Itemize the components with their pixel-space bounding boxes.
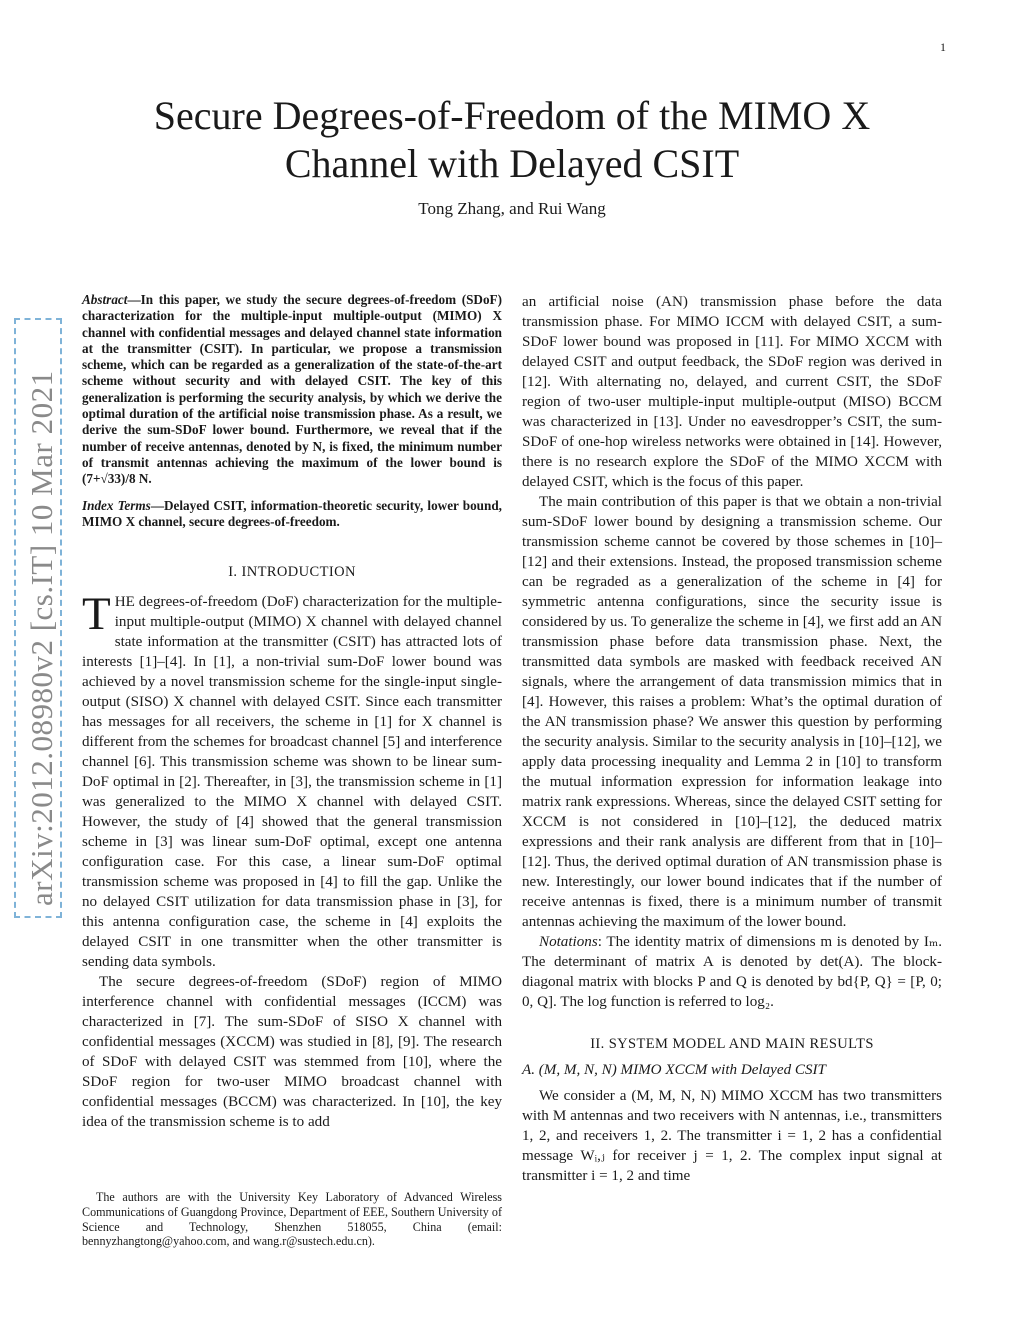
section-2-heading: II. SYSTEM MODEL AND MAIN RESULTS xyxy=(590,1036,874,1052)
intro-paragraph-2: The secure degrees-of-freedom (SDoF) region of MIMO interference channel with confidential messages (ICCM) was characterized in [7]. The sum-SDoF of SISO X channel with confidential messages (XCCM) was studied in [8], [9]. The research of SDoF with delayed CSIT was stemmed from [10], where the SDoF region for two-user MIMO broadcast channel with confidential messages (BCCM) was characterized. In [10], the key idea of the transmission scheme is to add xyxy=(82,974,502,1131)
intro-paragraph-1 xyxy=(82,588,502,972)
page-number: 1 xyxy=(940,40,946,54)
right-paragraph-1: an artificial noise (AN) transmission phase before the data transmission phase. For MIMO ICCM with delayed CSIT, a sum-SDoF lower bound was proposed in [11]. For MIMO XCCM with delayed CSIT and output feedback, the SDoF region was derived in [12]. With alternating no, delayed, and current CSIT, the SDoF region of two-user multiple-input multiple-output (MISO) BCCM was characterized in [13]. Under no eavesdropper’s CSIT, the sum-SDoF of one-hop wireless networks were obtained in [14]. However, there is no research explore the SDoF of the MIMO XCCM with delayed CSIT, which is the focus of this paper. xyxy=(522,294,942,490)
contribution-paragraph: The main contribution of this paper is that we obtain a non-trivial sum-SDoF lower bound by designing a transmission scheme. Our transmission scheme cannot be covered by those schemes in [10]–[12] and their extensions. Instead, the proposed transmission scheme can be regraded as a generalization of the scheme in [4] for symmetric antenna configurations, since the security issue is considered by us. To generalize the scheme in [4], we first add an AN transmission phase before data transmission phase. Next, the transmitted data symbols are masked with feedback received AN signals, where the arrangement of data transmission mimics that in [4]. However, this raises a problem: What’s the optimal duration of the AN transmission phase? We answer this question by performing the security analysis. Similar to the security analysis in [10]–[12], we apply data processing inequality and Lemma 2 in [10] to transform the mutual information expression for information leakage into matrix rank expressions. Whereas, since the delayed CSIT setting for XCCM is not considered in [10]–[12], the deduced matrix expressions and their rank analysis are different from that in [10]–[12]. Thus, the derived optimal duration of AN transmission phase is new. Interestingly, our lower bound indicates that if the number of receive antennas is fixed, there is a minimum number of transmit antennas achieving the maximum of the lower bound. xyxy=(522,494,942,930)
notations-label: Notations xyxy=(539,934,598,950)
section-1-heading: I. INTRODUCTION xyxy=(228,564,356,581)
system-model-paragraph: We consider a (M, M, N, N) MIMO XCCM has two transmitters with M antennas and two receivers with N antennas, i.e., transmitters 1, 2, and receivers 1, 2. The transmitter i = 1, 2 has a confidential message Wᵢ,ⱼ for receiver j = 1, 2. The complex input signal at transmitter i = 1, 2 and time xyxy=(522,1088,942,1184)
right-column xyxy=(522,292,942,1186)
abstract-text: —In this paper, we study the secure degrees-of-freedom (SDoF) characterization for the multiple-input multiple-output (MIMO) X channel with confidential messages and delayed channel state information at the transmitter (CSIT). In particular, we propose a transmission scheme, which can be regarded as a generalization of the state-of-the-art scheme without security and with delayed CSIT. The key of this generalization is performing the security analysis, by which we derive the optimal duration of the artificial noise transmission phase. As a result, we derive the sum-SDoF lower bound. Furthermore, we reveal that if the number of receive antennas, denoted by N, is fixed, the minimum number of transmit antennas achieving the maximum of the lower bound is (7+√33)/8 N. xyxy=(82,292,502,487)
index-terms-label: Index Terms xyxy=(82,497,151,513)
arxiv-stamp-text: arXiv:2012.08980v2 [cs.IT] 10 Mar 2021 xyxy=(24,370,59,906)
notations-paragraph xyxy=(522,932,942,1012)
drop-cap: T xyxy=(82,588,111,641)
author-footnote: The authors are with the University Key Laboratory of Advanced Wireless Communications of Guangdong Province, Department of EEE, Southern University of Science and Technology, Shenzhen 518055, China (email: bennyzhangtong@yahoo.com, and wang.r@sustech.edu.cn). xyxy=(82,1190,502,1249)
notations-text: : The identity matrix of dimensions m is denoted by Iₘ. The determinant of matrix A is denoted by det(A). The block-diagonal matrix with blocks P and Q is denoted by bd{P, Q} = [P, 0; 0, Q]. The log function is referred to log₂. xyxy=(522,934,942,1010)
abstract xyxy=(82,292,502,488)
subsection-a-heading: A. (M, M, N, N) MIMO XCCM with Delayed CSIT xyxy=(522,1062,826,1078)
paper-title xyxy=(0,92,1024,188)
abstract-label: Abstract xyxy=(82,292,128,307)
authors: Tong Zhang, and Rui Wang xyxy=(418,199,606,218)
title-line-2: Channel with Delayed CSIT xyxy=(284,141,740,186)
intro-paragraph-1-text: HE degrees-of-freedom (DoF) characterization for the multiple-input multiple-output (MIMO) X channel with delayed channel state information at the transmitter (CSIT) has attracted lots of interests [1]–[4]. In [1], a non-trivial sum-DoF lower bound was achieved by a novel transmission scheme for the single-input single-output (SISO) X channel with delayed CSIT. Since each transmitter has messages for all receivers, the scheme in [1] for X channel is different from the schemes for broadcast channel [5] and interference channel [6]. This transmission scheme was shown to be linear sum-DoF optimal in [2]. Thereafter, in [3], the transmission scheme in [1] was generalized to the MIMO X channel with delayed CSIT. However, the study of [4] showed that the general transmission scheme in [3] was linear sum-DoF optimal, except one antenna configuration case. For this case, a linear sum-DoF optimal transmission scheme was proposed in [4] to fill the gap. Unlike the no delayed CSIT utilization for data transmission phase in [3], for this antenna configuration case, the scheme in [4] exploits the delayed CSIT in one transmitter when the other transmitter is sending data symbols. xyxy=(82,594,502,971)
title-line-1: Secure Degrees-of-Freedom of the MIMO X xyxy=(153,93,871,138)
index-terms xyxy=(82,498,502,531)
index-terms-text: —Delayed CSIT, information-theoretic security, lower bound, MIMO X channel, secure degrees-of-freedom. xyxy=(82,497,502,529)
left-column xyxy=(82,292,502,1132)
